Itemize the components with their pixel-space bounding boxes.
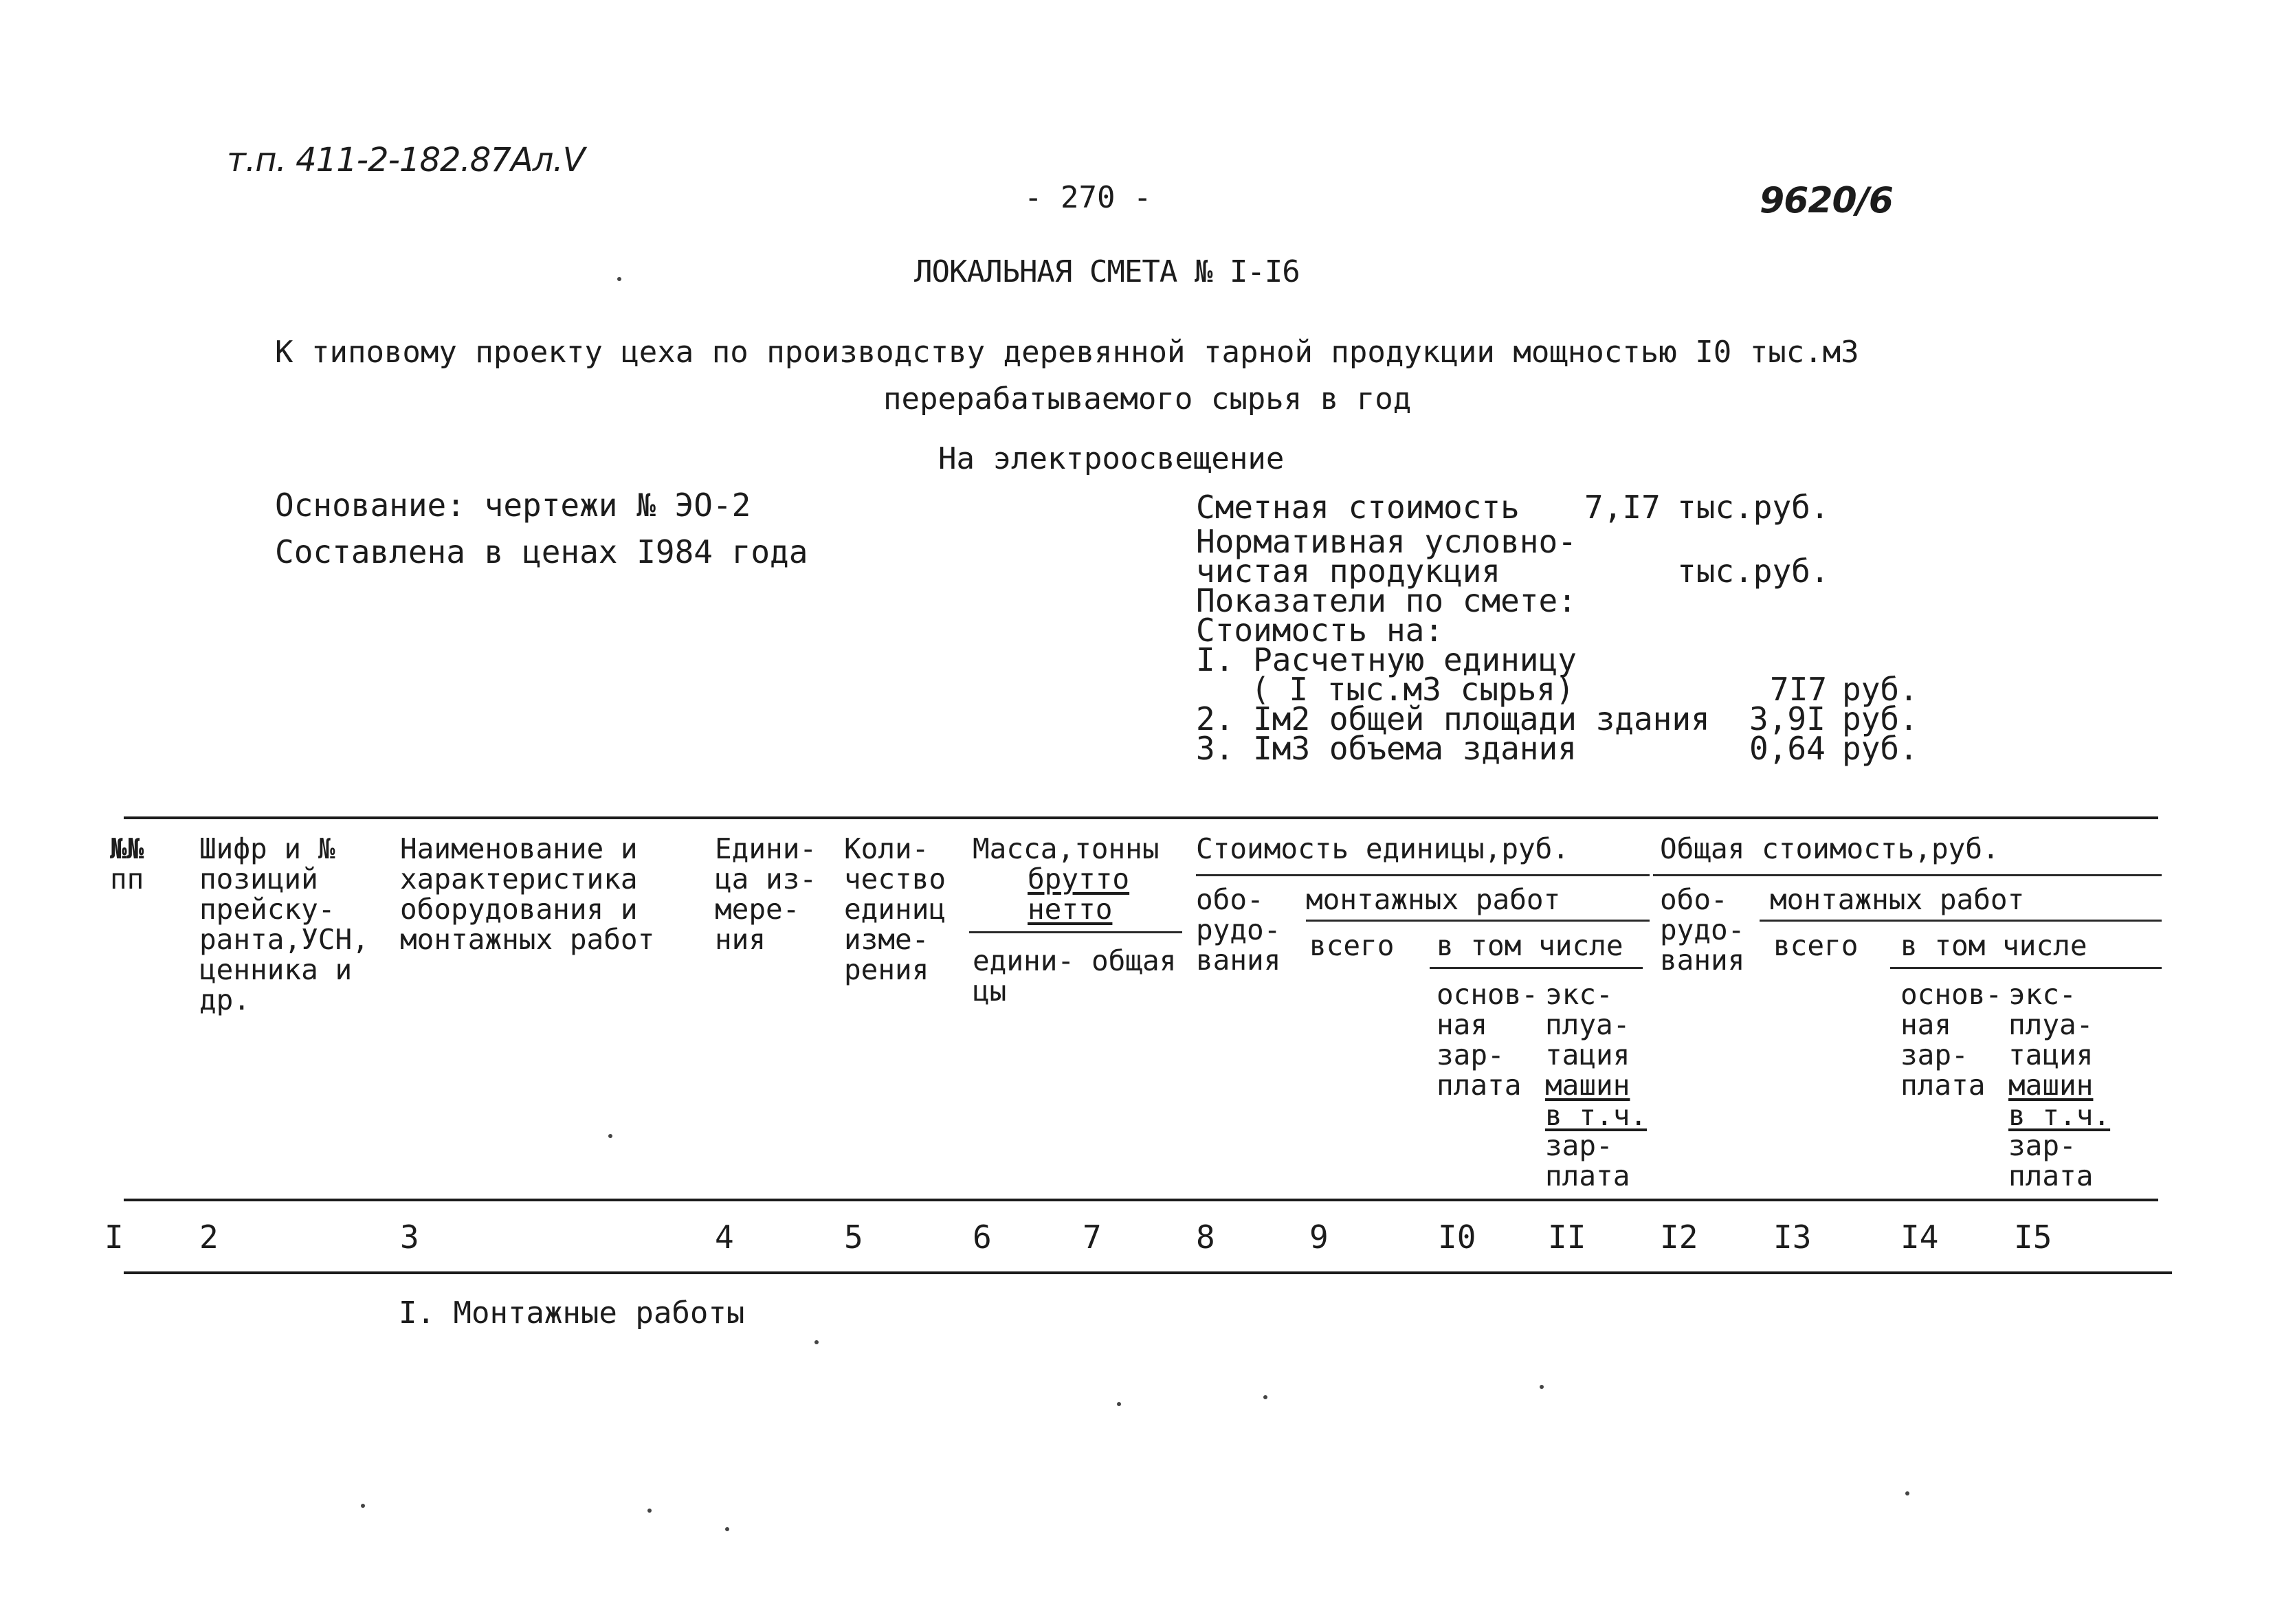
- col3-line-2: характеристика: [400, 863, 638, 896]
- summary-item3-label: 3. Iм3 объема здания: [1196, 730, 1577, 767]
- total-cost-machines-line-3: тация: [2008, 1038, 2094, 1071]
- summary-indicators-label: Показатели по смете:: [1196, 582, 1577, 619]
- col4-line-3: мере-: [715, 893, 800, 926]
- summary-cost-label: Сметная стоимость: [1196, 489, 1520, 526]
- unit-cost-equipment: [1196, 885, 1280, 975]
- purpose-line: На электроосвещение: [938, 441, 1285, 476]
- total-cost-installation: монтажных работ: [1770, 883, 2025, 916]
- col2-line-5: ценника и: [199, 953, 353, 986]
- mass-unit-line-1: едини-: [973, 944, 1075, 977]
- mass-total: общая: [1091, 944, 1177, 977]
- summary-item1-value: 7I7: [1770, 671, 1828, 708]
- summary-cost-unit: тыс.руб.: [1677, 489, 1830, 526]
- table-top-rule: [124, 816, 2158, 819]
- document-code: 9620/6: [1760, 180, 1893, 221]
- col5-line-4: изме-: [844, 923, 929, 956]
- mass-unit-line-2: цы: [973, 975, 1007, 1008]
- column-number-1: I: [104, 1219, 124, 1256]
- col3-line-1: Наименование и: [400, 832, 638, 865]
- unit-cost-base-wage-line-3: зар-: [1437, 1038, 1505, 1071]
- total-cost-machines-line-2: плуа-: [2008, 1008, 2094, 1041]
- col-quantity-header: [844, 834, 946, 985]
- summary-item3-unit: руб.: [1842, 730, 1918, 767]
- scan-speck: [617, 277, 621, 281]
- col-number-header: [110, 834, 144, 894]
- total-cost-equipment: [1660, 885, 1744, 975]
- unit-cost-incl-rule: [1430, 967, 1643, 969]
- total-cost-machines-line-4: машин: [2008, 1069, 2094, 1102]
- summary-item1-unit: руб.: [1842, 671, 1918, 708]
- scan-speck: [361, 1504, 365, 1508]
- unit-cost-base-wage: [1437, 979, 1538, 1100]
- unit-cost-incl: в том числе: [1437, 929, 1623, 962]
- col4-line-2: ца из-: [715, 863, 817, 896]
- basis-prices: Составлена в ценах I984 года: [275, 533, 808, 570]
- summary-item1-label-2: ( I тыс.м3 сырья): [1251, 671, 1575, 708]
- summary-item2-label: 2. Iм2 общей площади здания: [1196, 700, 1710, 737]
- unit-cost-installation: монтажных работ: [1306, 883, 1561, 916]
- scan-speck: [725, 1527, 729, 1531]
- unit-cost-install-rule: [1306, 920, 1650, 922]
- unit-cost-title: Стоимость единицы,руб.: [1196, 832, 1570, 865]
- summary-item3-value: 0,64: [1749, 730, 1826, 767]
- unit-cost-machines: [1545, 979, 1647, 1191]
- unit-cost-machines-line-7: плата: [1545, 1159, 1630, 1192]
- unit-cost-base-wage-line-4: плата: [1437, 1069, 1522, 1102]
- page-number: - 270 -: [1024, 180, 1152, 215]
- unit-cost-machines-line-2: плуа-: [1545, 1008, 1630, 1041]
- unit-cost-machines-line-4: машин: [1545, 1069, 1630, 1102]
- column-number-5: 5: [844, 1219, 863, 1256]
- scan-speck: [1905, 1491, 1909, 1495]
- col2-line-6: др.: [199, 983, 251, 1016]
- subtitle-line-2: перерабатываемого сырья в год: [883, 381, 1412, 416]
- handwritten-stamp: т.п. 411-2-182.87Ал.V: [227, 141, 585, 179]
- total-cost-base-wage: [1900, 979, 2002, 1100]
- total-cost-equipment-line-1: обо-: [1660, 883, 1728, 916]
- column-number-14: I4: [1900, 1219, 1939, 1256]
- col5-line-2: чество: [844, 863, 946, 896]
- scan-speck: [647, 1509, 652, 1513]
- column-number-13: I3: [1773, 1219, 1812, 1256]
- total-cost-machines-line-7: плата: [2008, 1159, 2094, 1192]
- col2-line-4: ранта,УСН,: [199, 923, 369, 956]
- unit-cost-base-wage-line-2: ная: [1437, 1008, 1488, 1041]
- col5-line-1: Коли-: [844, 832, 929, 865]
- mass-brutto: брутто: [1028, 863, 1130, 896]
- total-cost-equipment-line-3: вания: [1660, 944, 1745, 977]
- col2-line-2: позиций: [199, 863, 318, 896]
- col-code-header: [199, 834, 369, 1015]
- scan-speck: [814, 1340, 819, 1344]
- col2-line-3: прейску-: [199, 893, 335, 926]
- total-cost-incl: в том числе: [1900, 929, 2087, 962]
- col4-line-1: Едини-: [715, 832, 817, 865]
- summary-normative-unit: тыс.руб.: [1677, 553, 1830, 590]
- total-cost-machines-line-6: зар-: [2008, 1129, 2076, 1162]
- summary-cost-value: 7,I7: [1584, 489, 1661, 526]
- scan-speck: [1263, 1395, 1267, 1399]
- unit-cost-total: всего: [1309, 929, 1395, 962]
- summary-item2-value: 3,9I: [1749, 700, 1826, 737]
- unit-cost-equipment-line-1: обо-: [1196, 883, 1264, 916]
- summary-cost-per-label: Стоимость на:: [1196, 612, 1444, 649]
- scan-speck: [608, 1134, 612, 1138]
- section-title: I. Монтажные работы: [399, 1295, 745, 1331]
- col5-line-5: рения: [844, 953, 929, 986]
- col3-line-3: оборудования и: [400, 893, 638, 926]
- mass-unit: [973, 946, 1074, 1006]
- unit-cost-equipment-line-3: вания: [1196, 944, 1281, 977]
- table-header-bottom-rule: [124, 1199, 2158, 1201]
- column-number-7: 7: [1083, 1219, 1102, 1256]
- total-cost-base-wage-line-2: ная: [1900, 1008, 1952, 1041]
- total-cost-total: всего: [1773, 929, 1859, 962]
- column-number-2: 2: [199, 1219, 219, 1256]
- column-number-10: I0: [1438, 1219, 1476, 1256]
- column-number-11: II: [1548, 1219, 1586, 1256]
- total-cost-machines-line-5: в т.ч.: [2008, 1099, 2111, 1132]
- table-column-numbers-rule: [124, 1271, 2172, 1274]
- scan-speck: [1540, 1385, 1544, 1389]
- column-number-9: 9: [1309, 1219, 1329, 1256]
- total-cost-incl-rule: [1890, 967, 2162, 969]
- scan-speck: [1117, 1402, 1121, 1406]
- summary-item1-label-1: I. Расчетную единицу: [1196, 641, 1577, 678]
- column-number-8: 8: [1196, 1219, 1215, 1256]
- unit-cost-equipment-line-2: рудо-: [1196, 913, 1281, 946]
- basis-drawings: Основание: чертежи № ЭО-2: [275, 487, 751, 524]
- column-number-15: I5: [2014, 1219, 2052, 1256]
- column-number-4: 4: [715, 1219, 734, 1256]
- unit-cost-machines-line-1: экс-: [1545, 978, 1613, 1011]
- col1-line-2: пп: [110, 863, 144, 896]
- col1-line-1: №№: [110, 832, 144, 865]
- summary-item2-unit: руб.: [1842, 700, 1918, 737]
- total-cost-title-rule: [1653, 874, 2162, 876]
- total-cost-base-wage-line-1: основ-: [1900, 978, 2003, 1011]
- total-cost-machines: [2008, 979, 2110, 1191]
- column-number-6: 6: [973, 1219, 992, 1256]
- col2-line-1: Шифр и №: [199, 832, 335, 865]
- total-cost-install-rule: [1760, 920, 2162, 922]
- summary-normative-label-2: чистая продукция: [1196, 553, 1501, 590]
- total-cost-machines-line-1: экс-: [2008, 978, 2076, 1011]
- mass-subhead-rule: [969, 931, 1182, 933]
- mass-title: Масса,тонны: [973, 832, 1160, 865]
- total-cost-title: Общая стоимость,руб.: [1660, 832, 1999, 865]
- unit-cost-title-rule: [1196, 874, 1650, 876]
- total-cost-base-wage-line-4: плата: [1900, 1069, 1986, 1102]
- unit-cost-machines-line-6: зар-: [1545, 1129, 1613, 1162]
- col-name-header: [400, 834, 654, 955]
- unit-cost-machines-line-5: в т.ч.: [1545, 1099, 1648, 1132]
- document-title: ЛОКАЛЬНАЯ СМЕТА № I-I6: [914, 254, 1300, 289]
- mass-netto: нетто: [1028, 893, 1113, 926]
- column-number-12: I2: [1660, 1219, 1698, 1256]
- col-unit-header: [715, 834, 817, 955]
- total-cost-base-wage-line-3: зар-: [1900, 1038, 1969, 1071]
- unit-cost-base-wage-line-1: основ-: [1437, 978, 1539, 1011]
- col5-line-3: единиц: [844, 893, 946, 926]
- unit-cost-machines-line-3: тация: [1545, 1038, 1630, 1071]
- summary-normative-label-1: Нормативная условно-: [1196, 523, 1577, 560]
- column-number-3: 3: [400, 1219, 419, 1256]
- col3-line-4: монтажных работ: [400, 923, 655, 956]
- col4-line-4: ния: [715, 923, 766, 956]
- subtitle-line-1: К типовому проекту цеха по производству деревянной тарной продукции мощностью I0 тыс.м3: [275, 335, 1859, 370]
- total-cost-equipment-line-2: рудо-: [1660, 913, 1745, 946]
